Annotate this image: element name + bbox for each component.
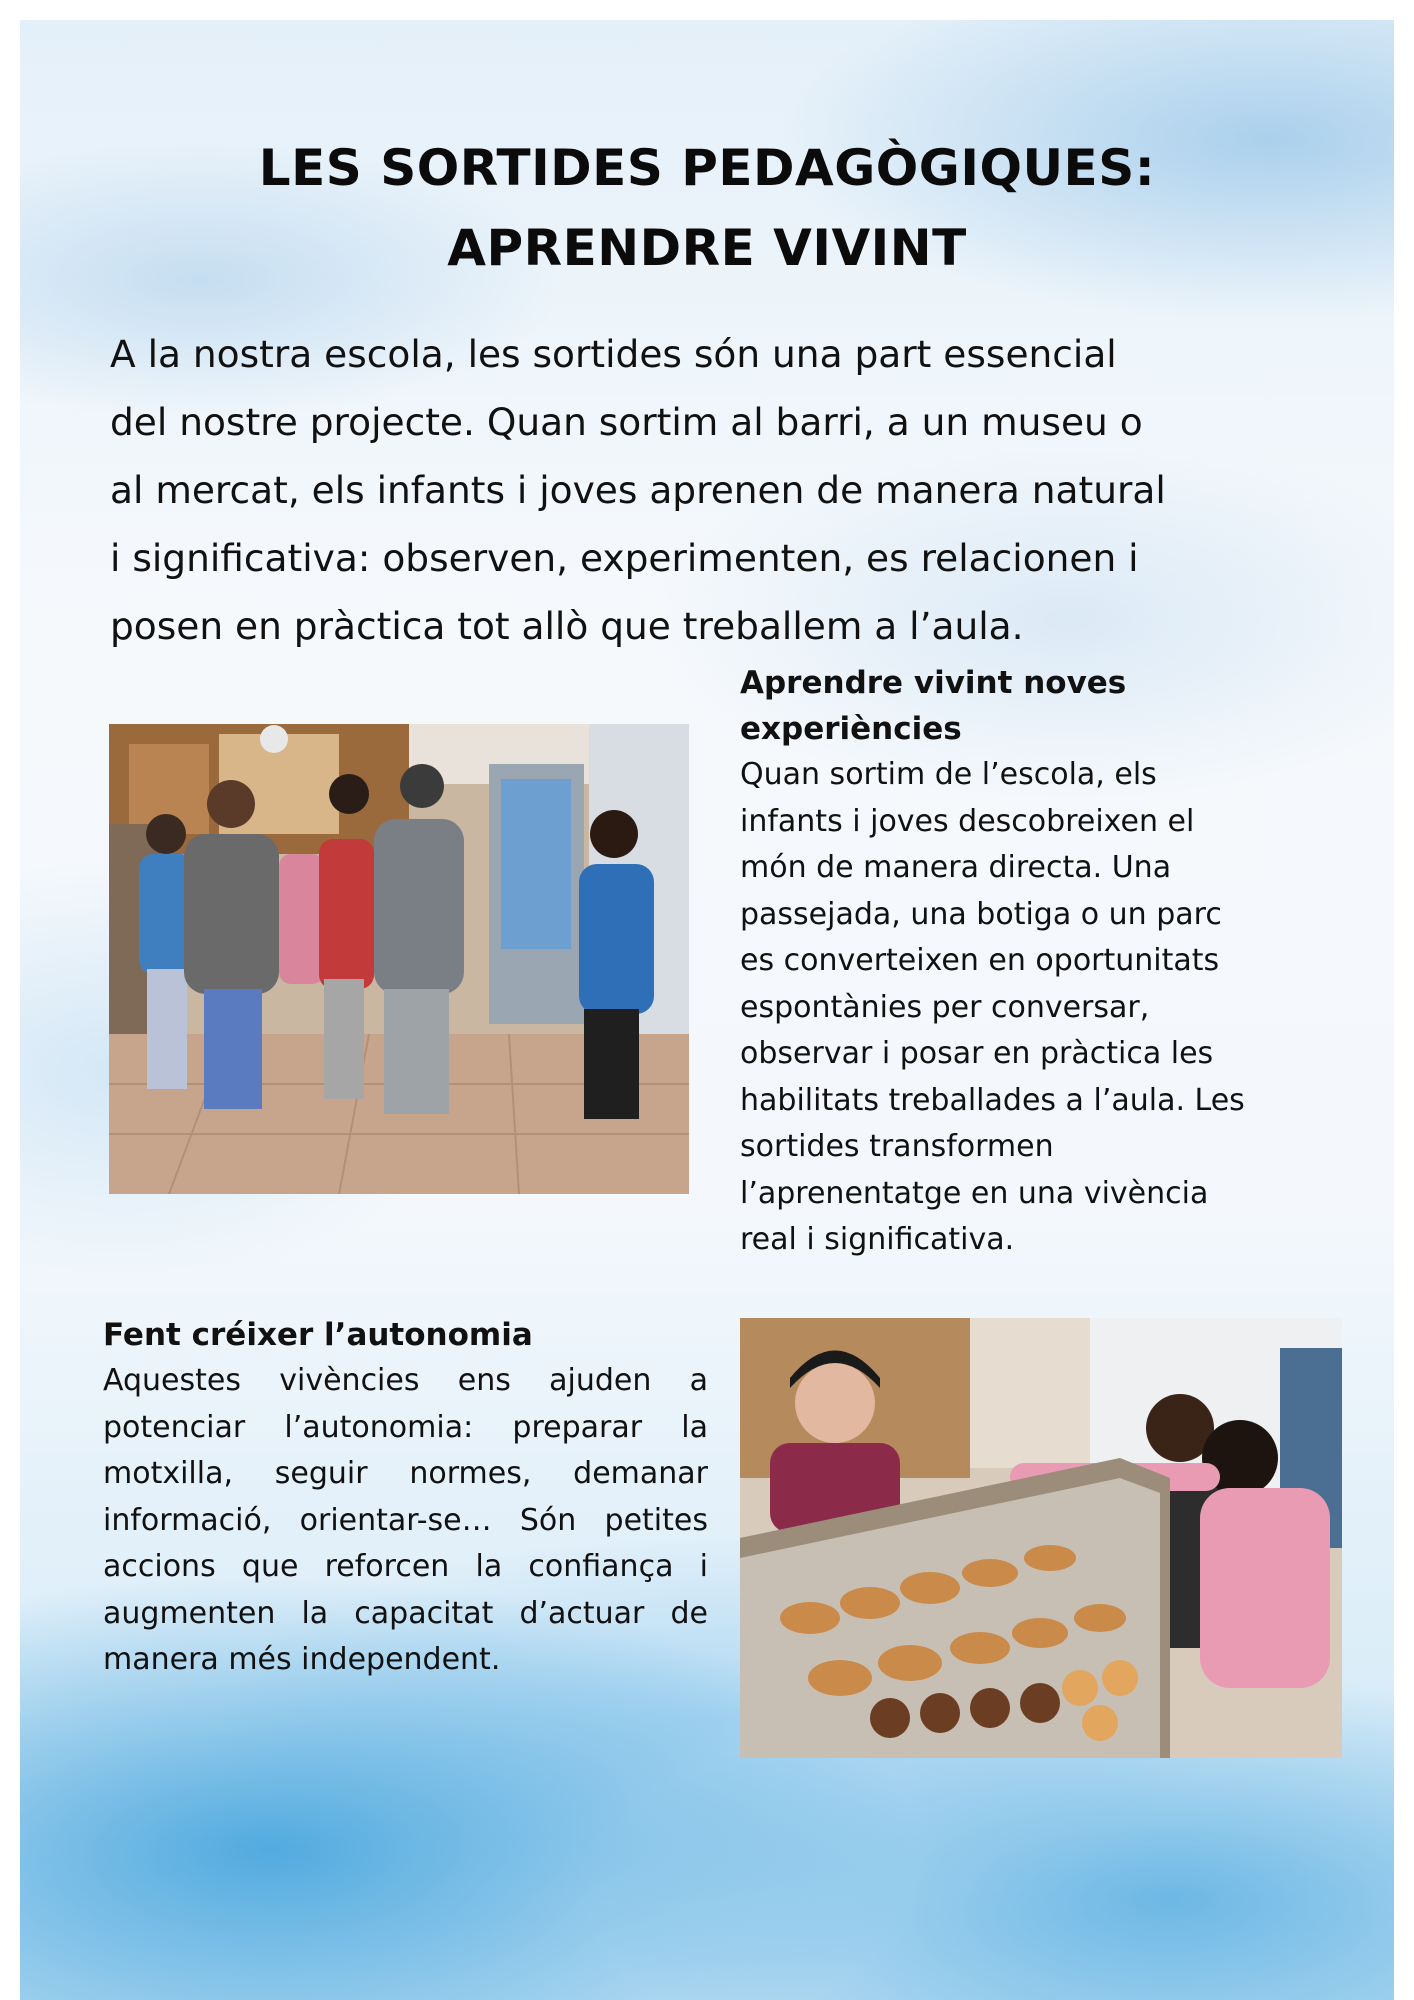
body-line: passejada, una botiga o un parc	[740, 896, 1222, 932]
title-line-2: APRENDRE VIVINT	[447, 219, 967, 277]
body-line: l’aprenentatge en una vivència	[740, 1175, 1209, 1211]
heading-line: Aprendre vivint noves	[740, 665, 1127, 701]
body-line: món de manera directa. Una	[740, 850, 1172, 885]
body-line: observar i posar en pràctica les	[740, 1036, 1214, 1071]
body-line: real i significativa.	[740, 1222, 1015, 1257]
intro-line: del nostre projecte. Quan sortim al barri, a un museu o	[110, 400, 1143, 444]
intro-line: i significativa: observen, experimenten, es relacionen i	[110, 536, 1139, 580]
intro-paragraph	[110, 320, 1350, 660]
heading-line: experiències	[740, 711, 962, 747]
pastry-counter-photo	[740, 1318, 1342, 1758]
intro-line: posen en pràctica tot allò que treballem a l’aula.	[110, 604, 1024, 648]
body-line: habilitats treballades a l’aula. Les	[740, 1082, 1245, 1118]
section-heading	[740, 660, 1340, 752]
section-body: Aquestes vivències ens ajuden a potenciar l’autonomia: preparar la motxilla, seguir normes, demanar informació, orientar-se… Són petites accions que reforcen la confiança i augmenten la capacitat d’actuar de manera més independent.	[103, 1363, 708, 1677]
page-background	[20, 20, 1394, 2000]
section-body	[740, 752, 1340, 1264]
intro-line: A la nostra escola, les sortides són una part essencial	[110, 332, 1117, 376]
body-line: infants i joves descobreixen el	[740, 803, 1195, 839]
intro-line: al mercat, els infants i joves aprenen de manera natural	[110, 468, 1166, 512]
body-line: es converteixen en oportunitats	[740, 943, 1220, 978]
body-line: Quan sortim de l’escola, els	[740, 757, 1157, 792]
section-autonomy	[103, 1312, 708, 1684]
section-new-experiences	[740, 660, 1340, 1264]
title-line-1: LES SORTIDES PEDAGÒGIQUES:	[258, 139, 1156, 197]
section-heading: Fent créixer l’autonomia	[103, 1317, 533, 1353]
body-line: sortides transformen	[740, 1129, 1054, 1164]
page-title	[20, 128, 1394, 288]
bakery-group-photo	[109, 724, 689, 1194]
body-line: espontànies per conversar,	[740, 989, 1150, 1025]
